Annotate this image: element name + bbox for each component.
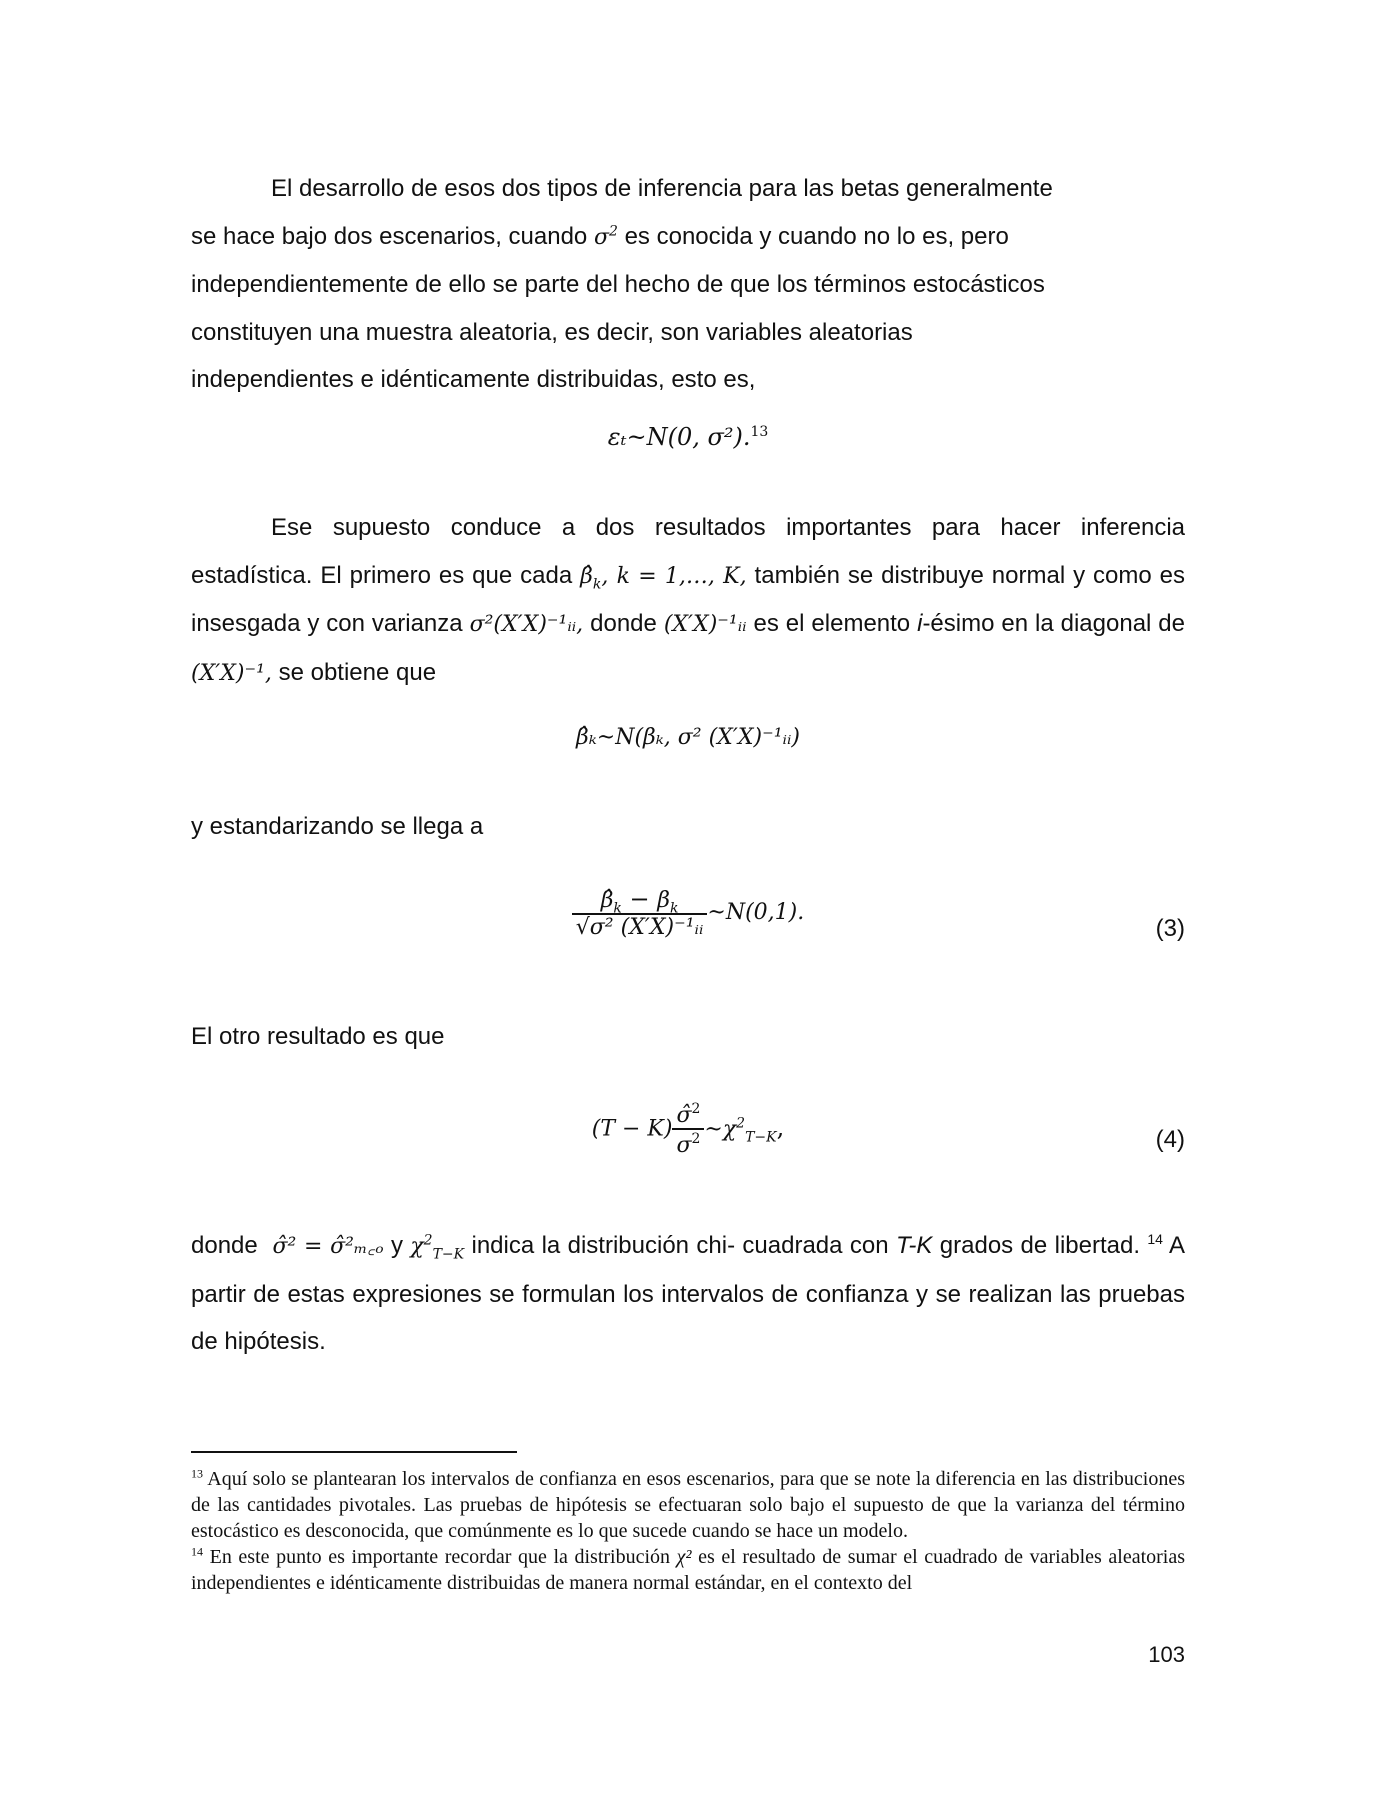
footnote-ref-14[interactable]: 14 <box>1147 1231 1163 1247</box>
paragraph-1 <box>191 165 1185 404</box>
p1-line: constituyen una muestra aleatoria, es decir, son variables aleatorias <box>191 318 913 346</box>
text: indica la distribución chi- cuadrada con <box>471 1232 889 1259</box>
fraction: $\frac{\betâ_k - \beta_k}{\text{√σ² (X′X)⁻¹ᵢᵢ}}$ <box>572 885 708 940</box>
equation-epsilon <box>191 423 1185 451</box>
footnote-number: 13 <box>191 1466 203 1481</box>
chi-squared: χ² <box>676 1546 692 1568</box>
math-xx-inv-ii: (X′X)⁻¹ᵢᵢ <box>663 612 747 637</box>
equation-number-3: (3) <box>1155 915 1185 942</box>
sigma-squared: $\sigma^2$ <box>593 223 618 250</box>
text: -ésimo en la diagonal de <box>922 610 1185 637</box>
text: donde <box>590 610 657 637</box>
p1-line: independientemente de ello se parte del hecho de que los términos estocásticos <box>191 271 1045 298</box>
p1-line <box>191 213 1185 262</box>
footnote-text: Aquí solo se plantearan los intervalos de confianza en esos escenarios, para que se note la diferencia en las distribuciones de las cantidades pivotales. Las pruebas de hipótesis se efectuaran solo bajo el supuesto de que la varianza del término estocástico es desconocida, que comúnmente es lo que sucede cuando se hace un modelo. <box>191 1468 1185 1542</box>
footnote-text: En este punto es importante recordar que la distribución <box>209 1546 671 1568</box>
math-sigma-hat-mco: σ̂² = σ̂²ₘ꜀ₒ <box>272 1234 384 1259</box>
math-variance: σ²(X′X)⁻¹ᵢᵢ, <box>469 612 584 637</box>
footnote-ref-13[interactable]: 13 <box>750 424 769 440</box>
text: se hace bajo dos escenarios, cuando <box>191 222 588 250</box>
footnote-separator <box>191 1451 517 1453</box>
text: A partir de estas expresiones se formulan los intervalos de confianza y se realizan las pruebas de hipótesis. <box>191 1232 1186 1355</box>
text: y <box>390 1232 403 1259</box>
p1-line: El desarrollo de esos dos tipos de inferencia para las betas generalmente <box>271 175 1053 202</box>
equation-3 <box>191 885 1185 940</box>
text: también se distribuye normal y como es insesgada y con varianza <box>191 561 1186 637</box>
paragraph-3 <box>191 1222 1185 1366</box>
lhs: (T − K) <box>591 1116 673 1142</box>
p1-line: independientes e idénticamente distribuidas, esto es, <box>191 366 756 393</box>
math-chi-squared: $\chi^2_{T-K}$ <box>410 1232 465 1263</box>
footnote-14 <box>191 1544 1185 1596</box>
equation-epsilon-text: εₜ~N(0, σ²). <box>607 423 751 451</box>
text: i <box>917 610 923 637</box>
text: donde <box>191 1232 258 1259</box>
text: grados de libertad. <box>939 1232 1140 1259</box>
equation-4: (T − K) $\frac{\sigmâ^2}{\sigma^2}$ $\sim\chi^2_{T-K}$, <box>591 1101 785 1158</box>
footnote-number: 14 <box>191 1544 203 1559</box>
equation-number-4: (4) <box>1155 1126 1185 1153</box>
text: se obtiene que <box>278 658 437 686</box>
text: es el elemento <box>753 610 911 637</box>
text: T-K <box>895 1232 933 1259</box>
footnote-13 <box>191 1466 1185 1544</box>
equation-beta-distribution <box>191 722 1185 750</box>
footnotes <box>191 1466 1185 1596</box>
page-number: 103 <box>1148 1642 1185 1667</box>
math-beta-hat-k: $\betâ_k$, k = 1,…, K, <box>580 563 747 592</box>
fraction: $\frac{\sigmâ^2}{\sigma^2}$ <box>672 1100 704 1158</box>
denominator: √σ² (X′X)⁻¹ᵢᵢ <box>575 915 704 940</box>
line-standardize: y estandarizando se llega a <box>191 813 484 840</box>
line-other-result: El otro resultado es que <box>191 1023 445 1050</box>
equation-beta-text: β̂ₖ~N(βₖ, σ² (X′X)⁻¹ᵢᵢ) <box>576 725 800 750</box>
footnote-text: es el resultado de sumar el cuadrado de variables aleatorias independientes e idénticamente distribuidas de manera normal estándar, en el contexto del <box>191 1546 1186 1594</box>
paragraph-2 <box>191 504 1185 697</box>
text: Ese supuesto conduce a dos resultados importantes para hacer inferencia estadística. El primero es que cada <box>191 514 1185 589</box>
rhs: ~N(0,1). <box>707 900 805 925</box>
math-xx-inv: (X′X)⁻¹, <box>191 660 272 686</box>
text: es conocida y cuando no lo es, pero <box>624 222 1009 250</box>
